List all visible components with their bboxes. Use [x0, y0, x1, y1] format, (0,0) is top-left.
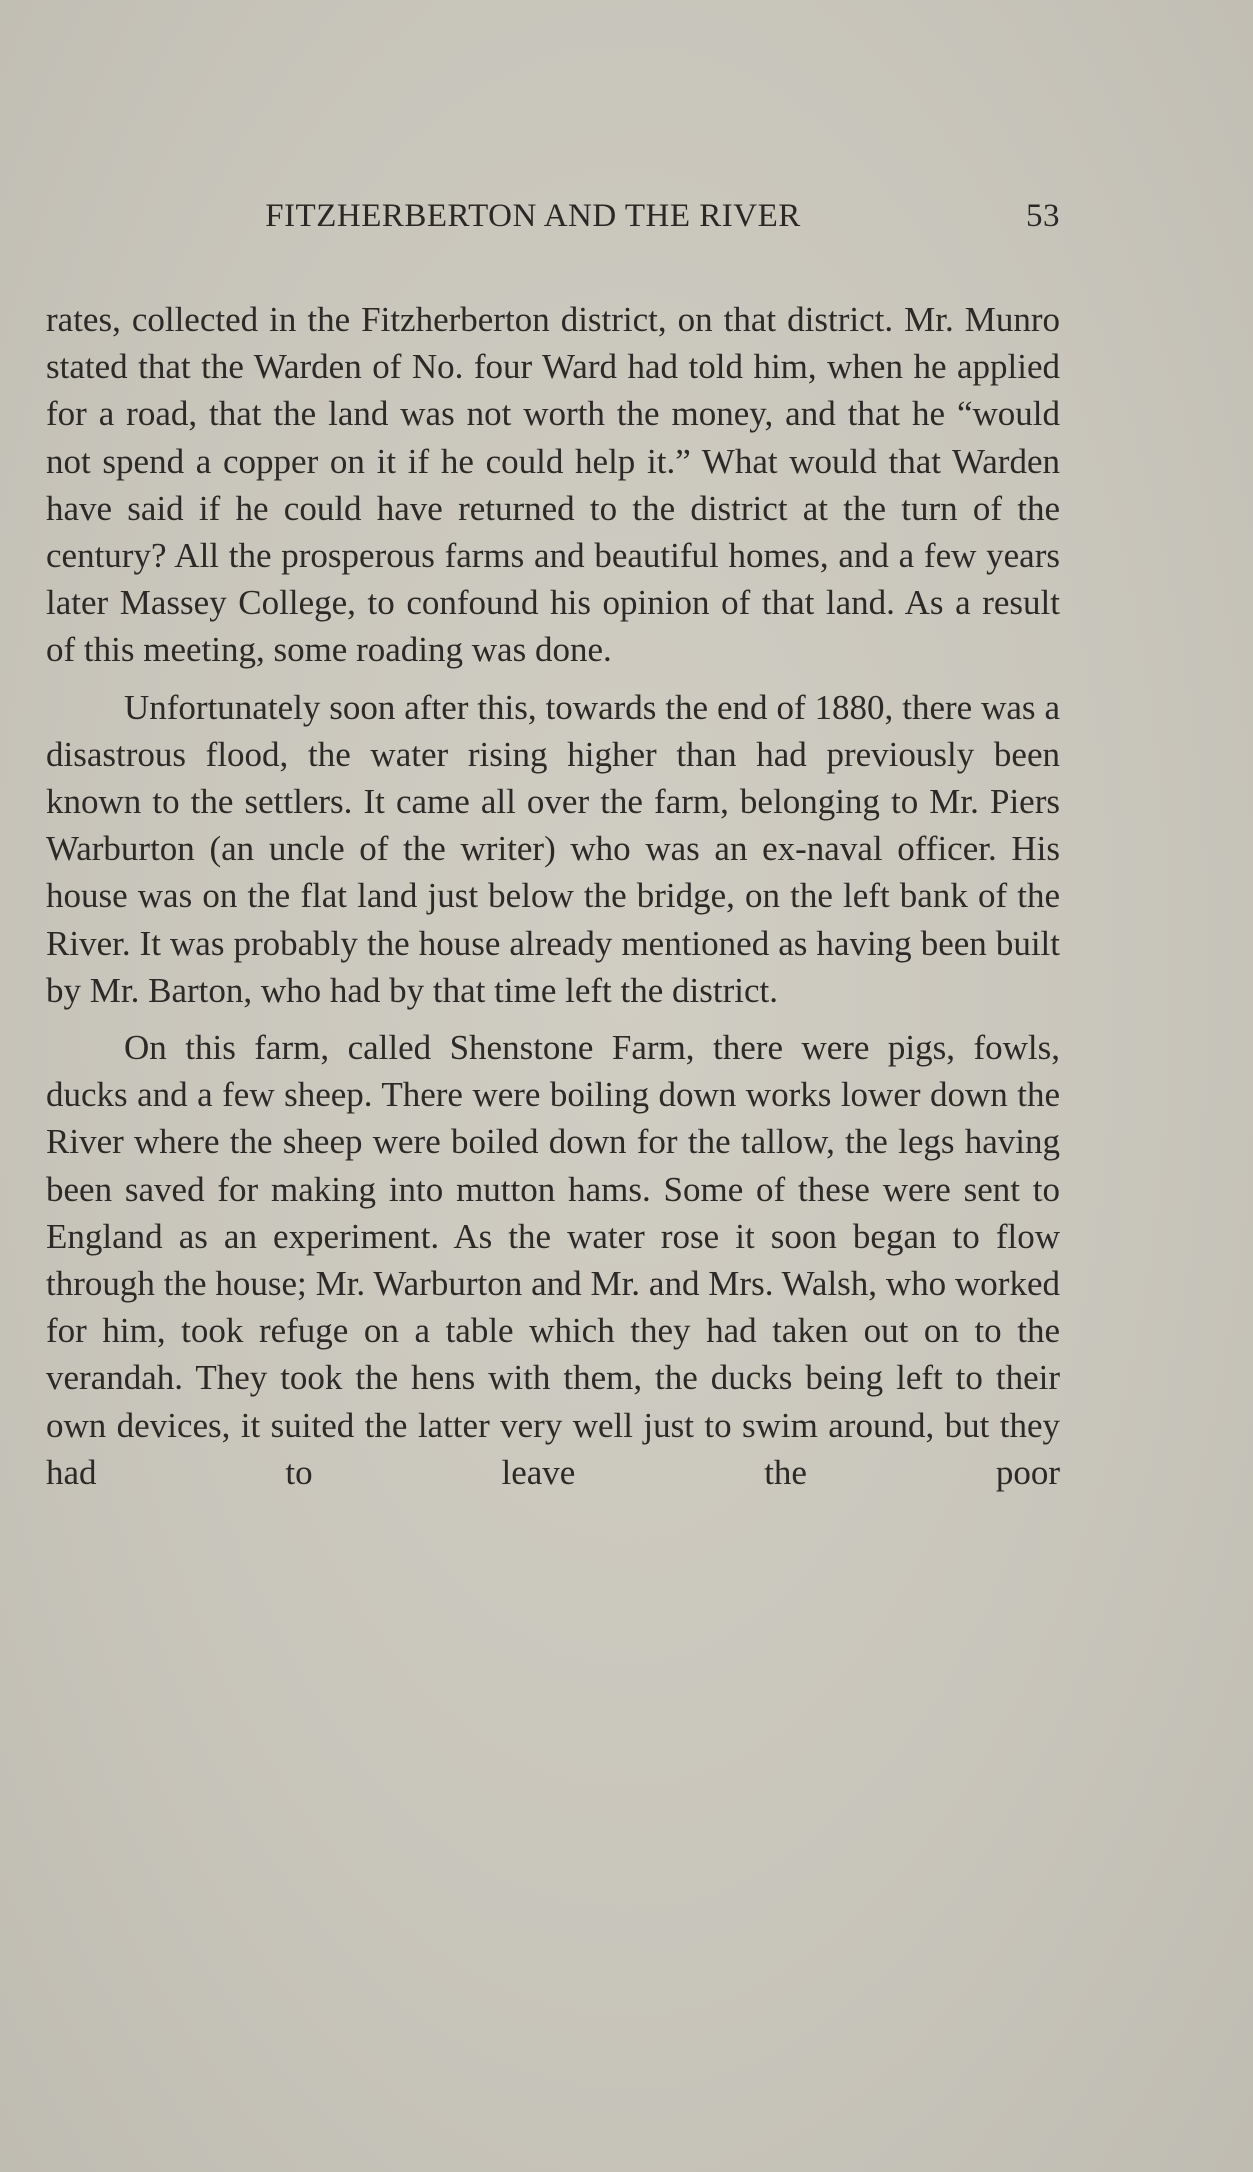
running-head [46, 198, 1060, 248]
paragraph-3: On this farm, called Shenstone Farm, there were pigs, fowls, ducks and a few sheep. There were boiling down works lower down the River where the sheep were boiled down for the tallow, the legs having been saved for making into mutton hams. Some of these were sent to England as an experiment. As the water rose it soon began to flow through the house; Mr. Warburton and Mr. and Mrs. Walsh, who worked for him, took refuge on a table which they had taken out on to the verandah. They took the hens with them, the ducks being left to their own devices, it suited the latter very well just to swim around, but they had to leave the poor [46, 1028, 1060, 1492]
chapter-title: FITZHERBERTON AND THE RIVER [265, 198, 801, 234]
page-number: 53 [1026, 198, 1060, 234]
body-text [46, 296, 1060, 1506]
paragraph-2: Unfortunately soon after this, towards the end of 1880, there was a disastrous flood, the water rising higher than had previously been known to the settlers. It came all over the farm, belonging to Mr. Piers Warburton (an uncle of the writer) who was an ex-naval officer. His house was on the flat land just below the bridge, on the left bank of the River. It was probably the house already mentioned as having been built by Mr. Barton, who had by that time left the district. [46, 687, 1060, 1010]
paragraph-1: rates, collected in the Fitzherberton district, on that district. Mr. Munro stated that the Warden of No. four Ward had told him, when he applied for a road, that the land was not worth the money, and that he “would not spend a copper on it if he could help it.” What would that Warden have said if he could have returned to the district at the turn of the century? All the prosperous farms and beautiful homes, and a few years later Massey College, to confound his opinion of that land. As a result of this meeting, some roading was done. [46, 300, 1060, 670]
